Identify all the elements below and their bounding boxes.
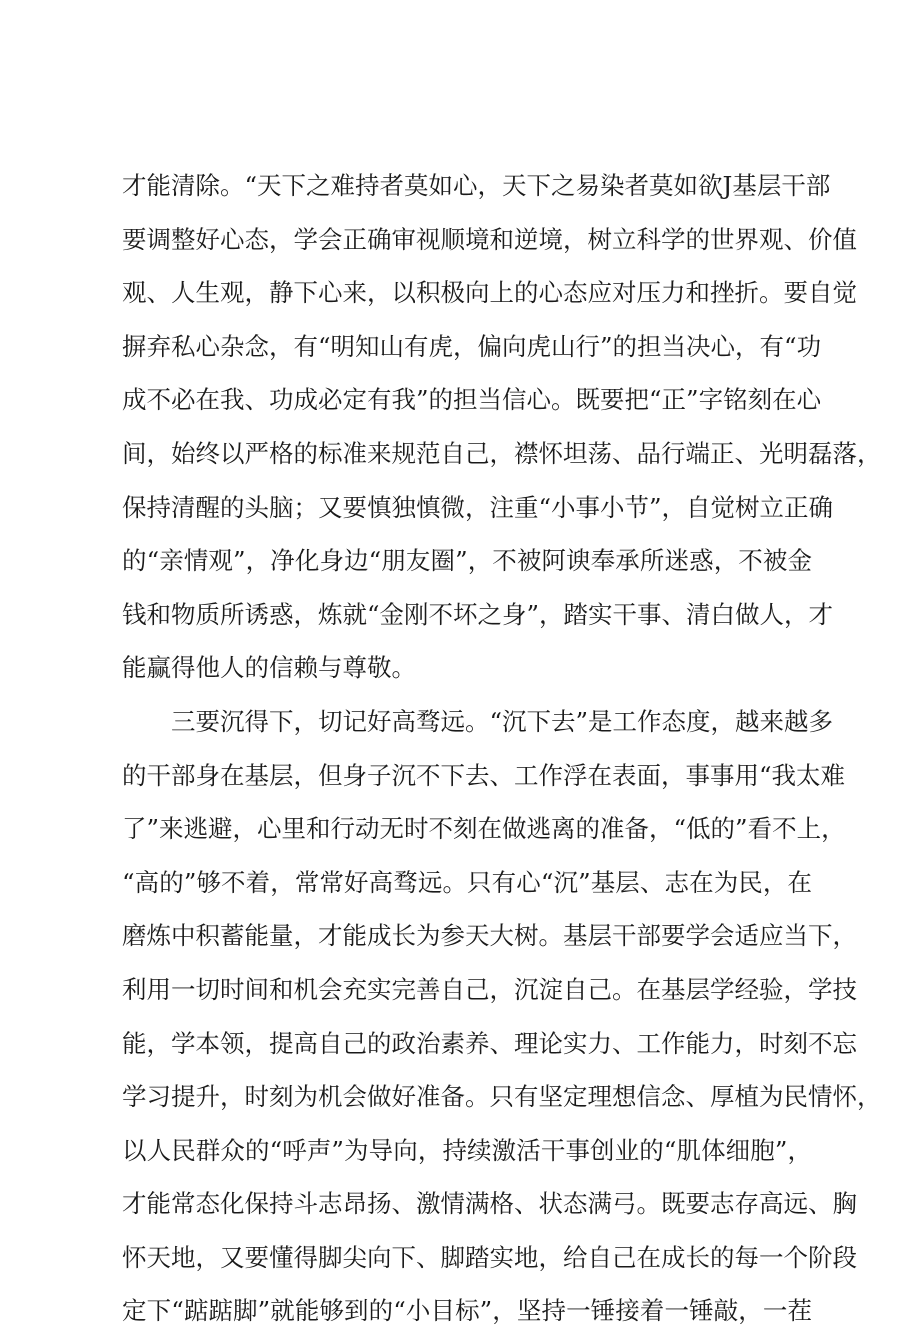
paragraph-line: 定下“踮踮脚”就能够到的“小目标”，坚持一锤接着一锤敲，一茬 (122, 1296, 812, 1326)
paragraph-line: 才能常态化保持斗志昂扬、激情满格、状态满弓。既要志存高远、胸 (122, 1189, 857, 1219)
paragraph-line: 利用一切时间和机会充实完善自己，沉淀自己。在基层学经验，学技 (122, 974, 857, 1004)
paragraph-line: 摒弃私心杂念，有“明知山有虎，偏向虎山行”的担当决心，有“功 (122, 331, 822, 361)
paragraph-line: 观、人生观，静下心来，以积极向上的心态应对压力和挫折。要自觉 (122, 278, 857, 308)
paragraph-line: 要调整好心态，学会正确审视顺境和逆境，树立科学的世界观、价值 (122, 224, 857, 254)
paragraph-line: 学习提升，时刻为机会做好准备。只有坚定理想信念、厚植为民情怀， (122, 1082, 882, 1112)
paragraph-line: 以人民群众的“呼声”为导向，持续激活干事创业的“肌体细胞”， (122, 1135, 812, 1165)
paragraph-line: 的“亲情观”，净化身边“朋友圈”，不被阿谀奉承所迷惑，不被金 (122, 546, 812, 576)
paragraph-line: 磨炼中积蓄能量，才能成长为参天大树。基层干部要学会适应当下， (122, 921, 857, 951)
body-text (122, 159, 882, 1338)
paragraph-start-line: 三要沉得下，切记好高骛远。“沉下去”是工作态度，越来越多 (171, 706, 834, 736)
paragraph-line: 能，学本领，提高自己的政治素养、理论实力、工作能力，时刻不忘 (122, 1028, 857, 1058)
paragraph-line: 钱和物质所诱惑，炼就“金刚不坏之身”，踏实干事、清白做人，才 (122, 599, 834, 629)
paragraph-line: 成不必在我、功成必定有我”的担当信心。既要把“正”字铭刻在心 (122, 385, 822, 415)
paragraph-line: 保持清醒的头脑；又要慎独慎微，注重“小事小节”，自觉树立正确 (122, 492, 834, 522)
paragraph-line: 怀天地，又要懂得脚尖向下、脚踏实地，给自己在成长的每一个阶段 (122, 1242, 857, 1272)
paragraph-end-line: 能赢得他人的信赖与尊敬。 (122, 653, 416, 683)
paragraph-line: “高的”够不着，常常好高骛远。只有心“沉”基层、志在为民，在 (122, 867, 812, 897)
paragraph-line: 才能清除。“天下之难持者莫如心，天下之易染者莫如欲J基层干部 (122, 171, 831, 200)
paragraph-line: 间，始终以严格的标准来规范自己，襟怀坦荡、品行端正、光明磊落， (122, 438, 882, 468)
paragraph-line: 的干部身在基层，但身子沉不下去、工作浮在表面，事事用“我太难 (122, 760, 846, 790)
paragraph-line: 了”来逃避，心里和行动无时不刻在做逃离的准备，“低的”看不上， (122, 814, 846, 844)
